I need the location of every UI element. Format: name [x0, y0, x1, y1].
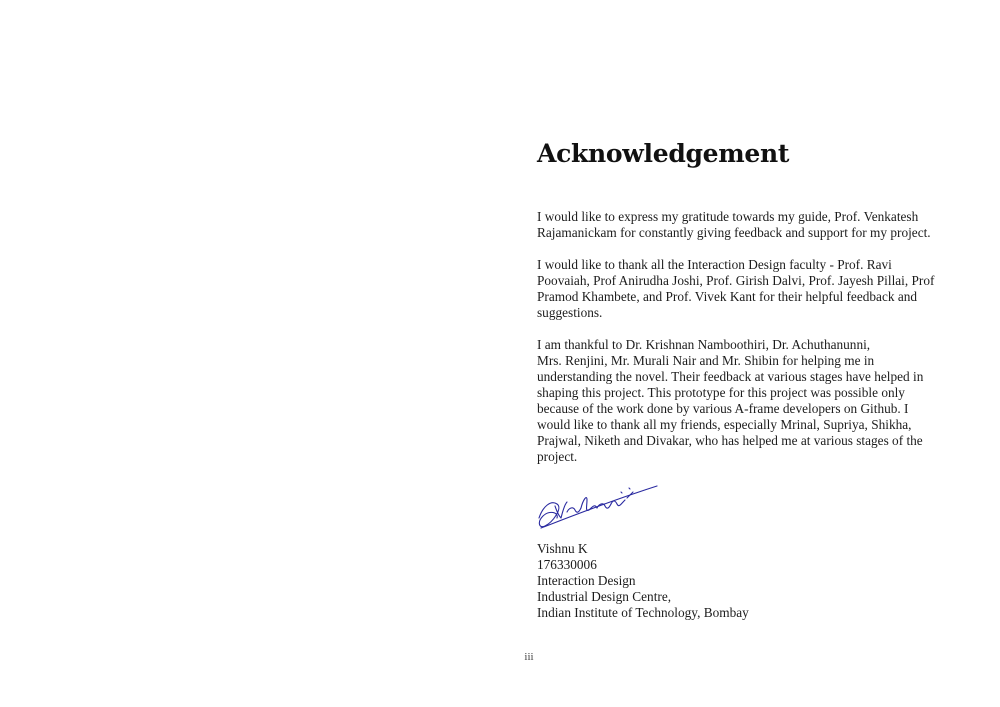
paragraph-faculty: I would like to thank all the Interaction Design faculty - Prof. Ravi Poovaiah, Prof Anirudha Joshi, Prof. Girish Dalvi, Prof. Jayesh Pillai, Prof Pramod Khambete, and Prof. Vivek Kant for their helpful feedback and suggestions. — [537, 257, 935, 320]
acknowledgement-section — [537, 136, 937, 621]
signatory-details — [537, 541, 937, 621]
signatory-department: Interaction Design — [537, 573, 636, 588]
signatory-name: Vishnu K — [537, 541, 588, 556]
page-number: iii — [524, 651, 534, 663]
page-title: Acknowledgement — [537, 139, 790, 168]
paragraph-thanks: I am thankful to Dr. Krishnan Namboothiri, Dr. Achuthanunni, Mrs. Renjini, Mr. Murali Nair and Mr. Shibin for helping me in understanding the novel. Their feedback at various stages have helped in shaping this project. This prototype for this project was possible only because of the work done by various A-frame developers on Github. I would like to thank all my friends, especially Mrinal, Supriya, Shikha, Prajwal, Niketh and Divakar, who has helped me at various stages of the project. — [537, 337, 924, 464]
handwritten-signature — [537, 478, 661, 536]
signatory-roll-number: 176330006 — [537, 557, 597, 572]
paragraph-guide: I would like to express my gratitude towards my guide, Prof. Venkatesh Rajamanickam for constantly giving feedback and support for my project. — [537, 209, 931, 240]
signatory-institute: Indian Institute of Technology, Bombay — [537, 605, 749, 620]
signatory-centre: Industrial Design Centre, — [537, 589, 672, 604]
